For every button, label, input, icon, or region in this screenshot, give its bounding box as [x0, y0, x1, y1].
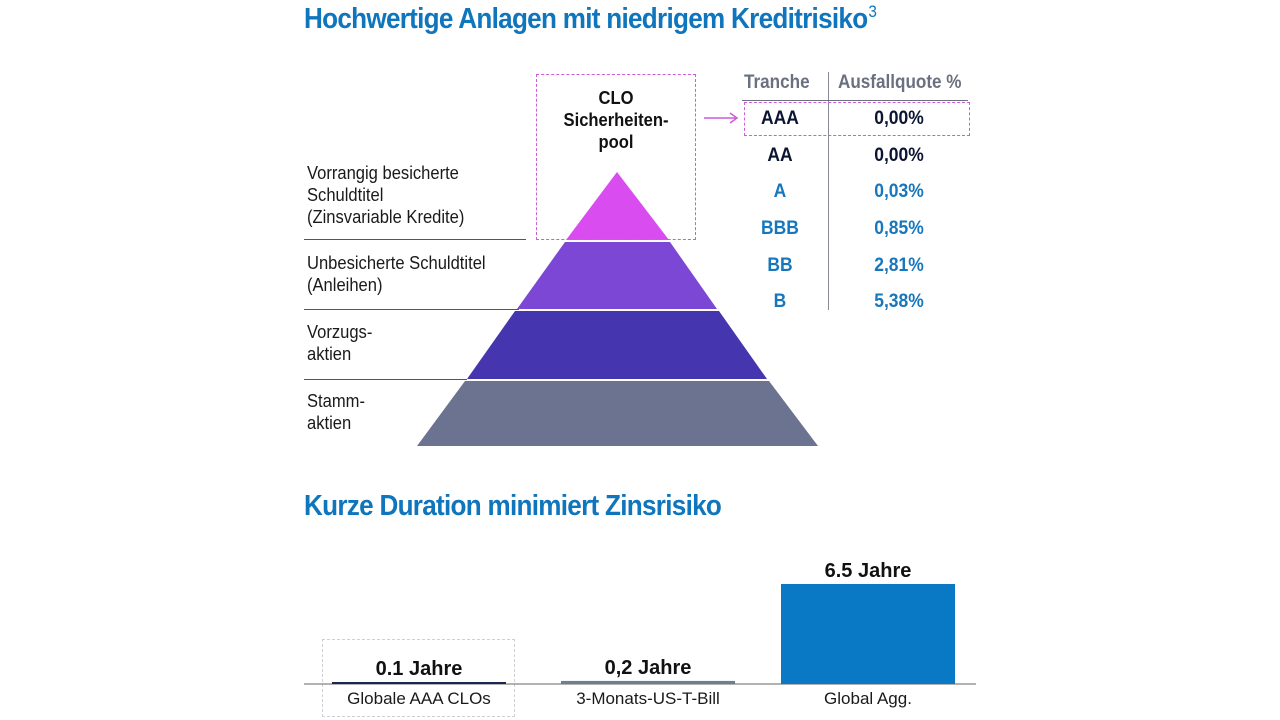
layer-label-unsecured: Unbesicherte Schuldtitel (Anleihen): [307, 253, 486, 295]
table-header-tranche: Tranche: [744, 72, 810, 93]
bar-value-label: 6.5 Jahre: [824, 560, 912, 582]
duration-chart-title: Kurze Duration minimiert Zinsrisiko: [304, 490, 722, 522]
layer-label-senior-secured: Vorrangig besicherte Schuldtitel (Zinsvariable Kredite): [307, 163, 465, 227]
default-rate-cell: 0,00%: [874, 108, 924, 129]
tranche-cell: A: [773, 181, 787, 202]
bar-value-label: 0.1 Jahre: [375, 658, 463, 680]
default-rate-cell: 2,81%: [874, 255, 924, 276]
collateral-pool-label: CLO Sicherheiten- pool: [563, 88, 669, 152]
default-rate-cell: 5,38%: [874, 291, 924, 312]
tranche-cell: BBB: [761, 218, 799, 239]
tranche-cell: AA: [767, 145, 793, 166]
bar-3: [781, 584, 955, 684]
default-rate-cell: 0,03%: [874, 181, 924, 202]
table-header-default-rate: Ausfallquote %: [838, 72, 962, 93]
tranche-cell: B: [773, 291, 787, 312]
category-label: Globale AAA CLOs: [347, 689, 491, 708]
footnote-marker: 3: [868, 2, 877, 21]
pyramid-section-title: Hochwertige Anlagen mit niedrigem Kreditrisiko$^3$: [304, 2, 877, 35]
category-label: 3-Monats-US-T-Bill: [576, 689, 720, 708]
default-rate-cell: 0,85%: [874, 218, 924, 239]
bar-1: [332, 682, 506, 684]
tranche-cell: AAA: [761, 108, 799, 129]
bar-value-label: 0,2 Jahre: [604, 656, 692, 679]
layer-label-common: Stamm- aktien: [307, 391, 365, 433]
tranche-cell: BB: [767, 255, 793, 276]
bar-2: [561, 681, 735, 684]
layer-label-preferred: Vorzugs- aktien: [307, 322, 373, 364]
default-rate-cell: 0,00%: [874, 145, 924, 166]
category-label: Global Agg.: [824, 689, 912, 708]
